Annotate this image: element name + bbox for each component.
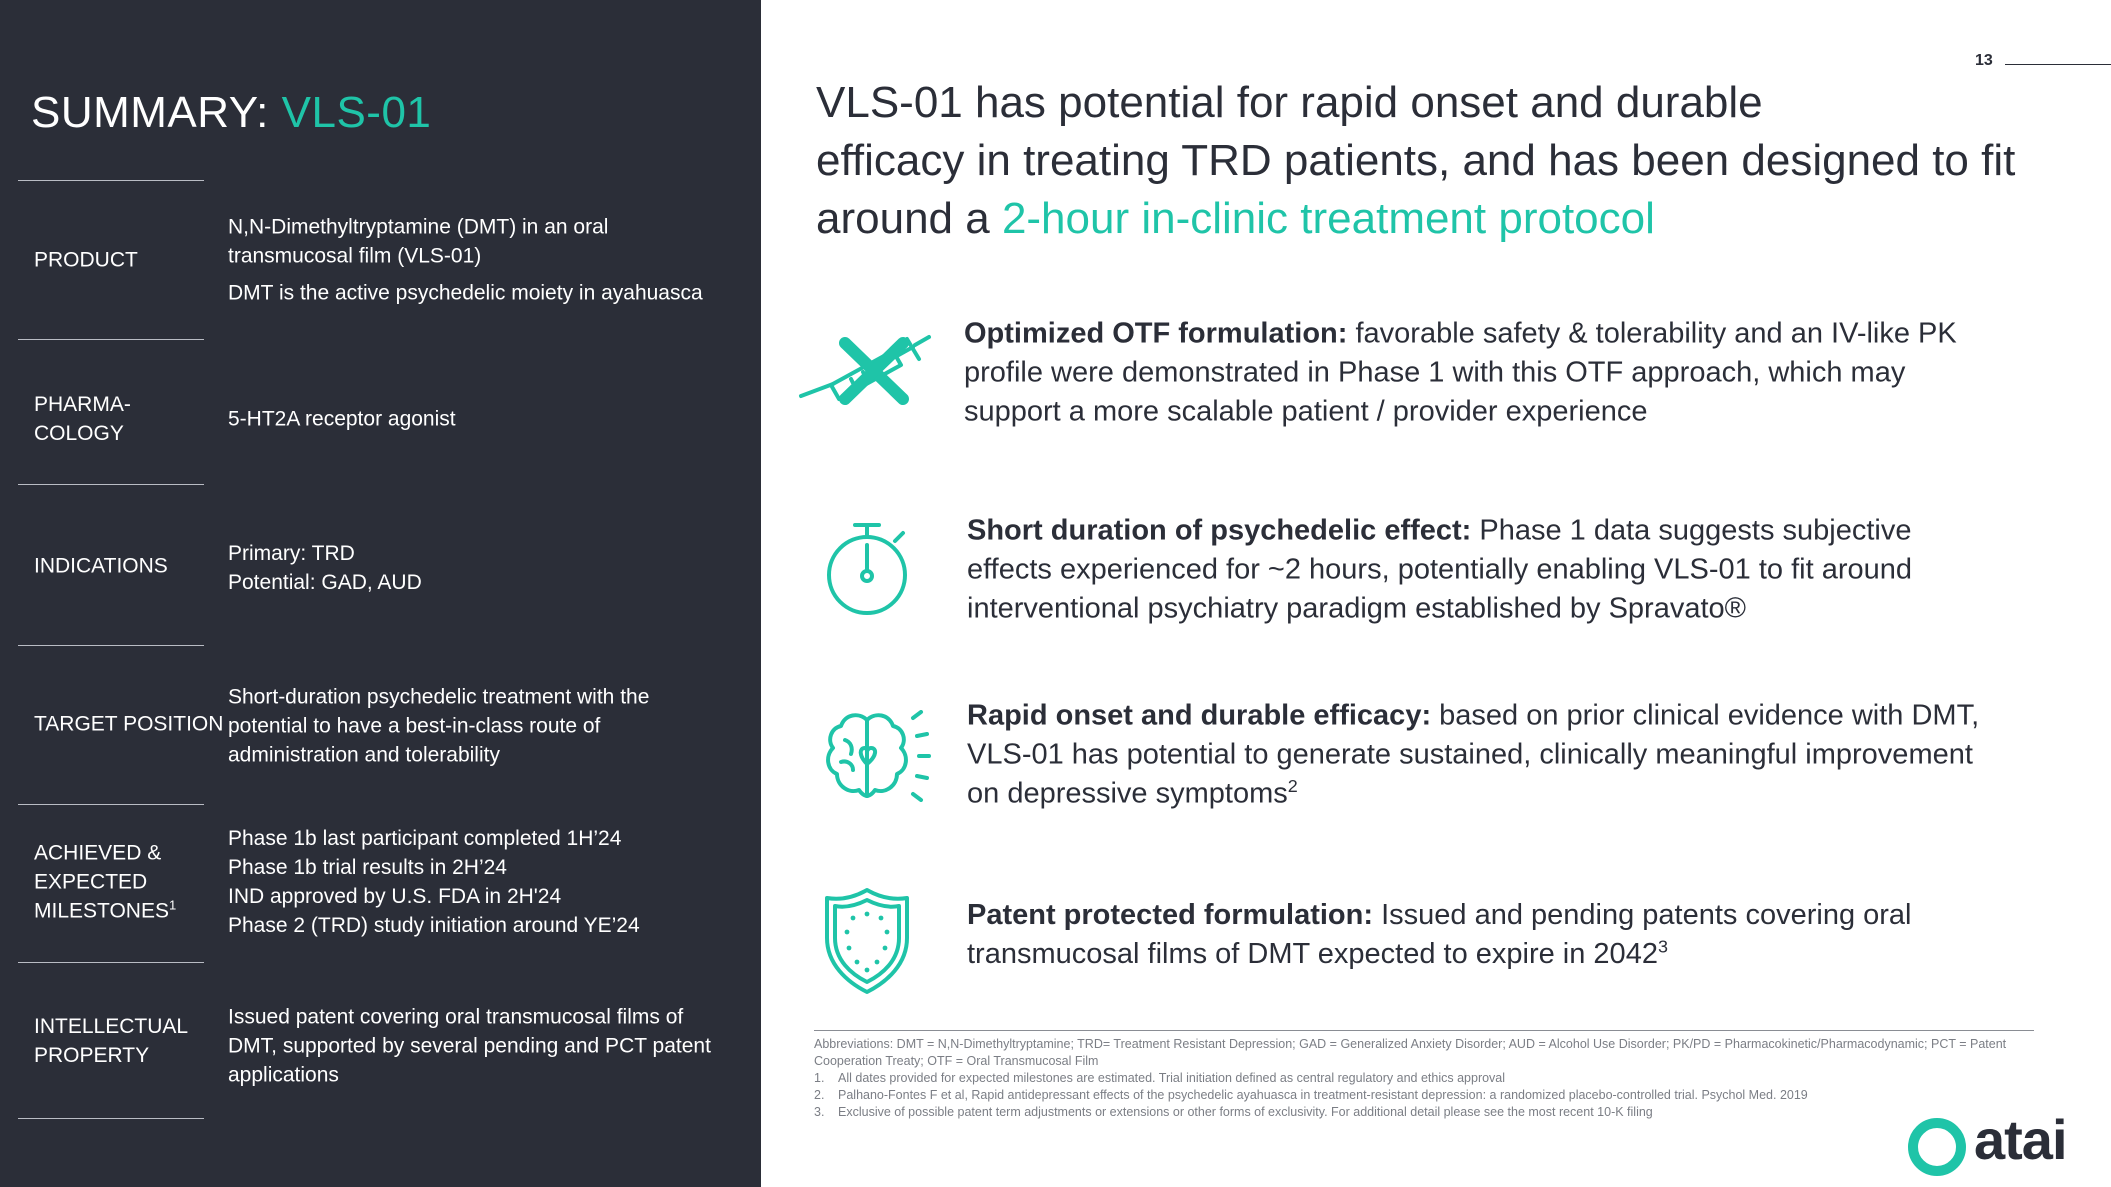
row-divider — [18, 804, 204, 805]
row-divider — [18, 339, 204, 340]
feature-rapid-onset: Rapid onset and durable efficacy: based on prior clinical evidence with DMT, VLS-01 has potential to generate sustained, clinically meaningful improvement on depressive symptoms$^2$ — [967, 699, 1980, 810]
row-divider — [18, 645, 204, 646]
row-value-pharmacology: 5-HT2A receptor agonist — [228, 407, 456, 431]
row-label-indications: INDICATIONS — [34, 554, 168, 578]
product-name: VLS-01 — [281, 88, 432, 137]
row-value-indications: Primary: TRD Potential: GAD, AUD — [228, 542, 422, 594]
footnotes — [814, 1036, 2024, 1121]
row-divider — [18, 180, 204, 181]
row-value-target-position: Short-duration psychedelic treatment with the potential to have a best-in-class route of administration and tolerability — [228, 685, 650, 767]
summary-title: SUMMARY: VLS-01 — [31, 88, 432, 137]
row-label-product: PRODUCT — [34, 248, 138, 272]
feature-otf-formulation: Optimized OTF formulation: favorable safety & tolerability and an IV-like PK profile were demonstrated in Phase 1 with this OTF approach, which may support a more scalable patient / provider experience — [964, 317, 1957, 428]
page-number-rule — [2005, 64, 2111, 65]
row-value-milestones: Phase 1b last participant completed 1H’24 Phase 1b trial results in 2H’24 IND approved by U.S. FDA in 2H'24 Phase 2 (TRD) study initiation around YE’24 — [228, 827, 640, 937]
row-label-intellectual-property: INTELLECTUAL PROPERTY — [34, 1015, 189, 1067]
headline-accent: 2-hour in-clinic treatment protocol — [1001, 194, 1655, 243]
row-divider — [18, 484, 204, 485]
row-divider — [18, 962, 204, 963]
footnote-divider — [814, 1030, 2034, 1031]
stopwatch-icon — [823, 521, 911, 617]
brain-heart-icon — [823, 710, 931, 802]
feature-short-duration: Short duration of psychedelic effect: Phase 1 data suggests subjective effects experienced for ~2 hours, potentially enabling VLS-01 to fit around interventional psychiatry paradigm established by Spravato® — [967, 514, 1912, 625]
logo-text: atai — [1974, 1108, 2067, 1171]
headline: VLS-01 has potential for rapid onset and durable efficacy in treating TRD patients, and has been designed to fit around a 2-hour in-clinic treatment protocol — [816, 78, 2016, 243]
row-label-milestones: ACHIEVED & EXPECTED MILESTONES$^1$ — [34, 841, 177, 923]
footnote-item: 2. Palhano-Fontes F et al, Rapid antidepressant effects of the psychedelic ayahuasca in treatment-resistant depression: a randomized placebo-controlled trial. Psychol Med. 2019 — [814, 1088, 1808, 1102]
feature-patent-protected: Patent protected formulation: Issued and pending patents covering oral transmucosal films of DMT expected to expire in 2042$^3$ — [967, 899, 1912, 970]
footnote-item: 1. All dates provided for expected milestones are estimated. Trial initiation defined as central regulatory and ethics approval — [814, 1071, 1506, 1085]
footnote-item: 3. Exclusive of possible patent term adjustments or extensions or other forms of exclusivity. For additional detail please see the most recent 10-K filing — [814, 1105, 1653, 1119]
shield-icon — [821, 884, 913, 996]
logo-ring-icon — [1908, 1118, 1966, 1176]
atai-logo — [1908, 1108, 2078, 1172]
row-divider — [18, 1118, 204, 1119]
row-value-product: N,N-Dimethyltryptamine (DMT) in an oral transmucosal film (VLS-01) DMT is the active psychedelic moiety in ayahuasca — [228, 215, 703, 305]
row-label-target-position: TARGET POSITION — [34, 712, 224, 736]
row-label-pharmacology: PHARMA- COLOGY — [34, 393, 131, 445]
summary-panel — [0, 0, 761, 1187]
row-value-intellectual-property: Issued patent covering oral transmucosal films of DMT, supported by several pending and PCT patent applications — [228, 1005, 711, 1087]
abbreviations: Abbreviations: DMT = N,N-Dimethyltryptamine; TRD= Treatment Resistant Depression; GAD = Generalized Anxiety Disorder; AUD = Alcohol Use Disorder; PK/PD = Pharmacokinetic/Pharmacodynamic; PCT = Patent Cooperation Treaty; OTF = Oral Transmucosal Film — [814, 1037, 2007, 1068]
page-number: 13 — [1975, 52, 1993, 69]
no-injection-icon — [797, 333, 935, 405]
